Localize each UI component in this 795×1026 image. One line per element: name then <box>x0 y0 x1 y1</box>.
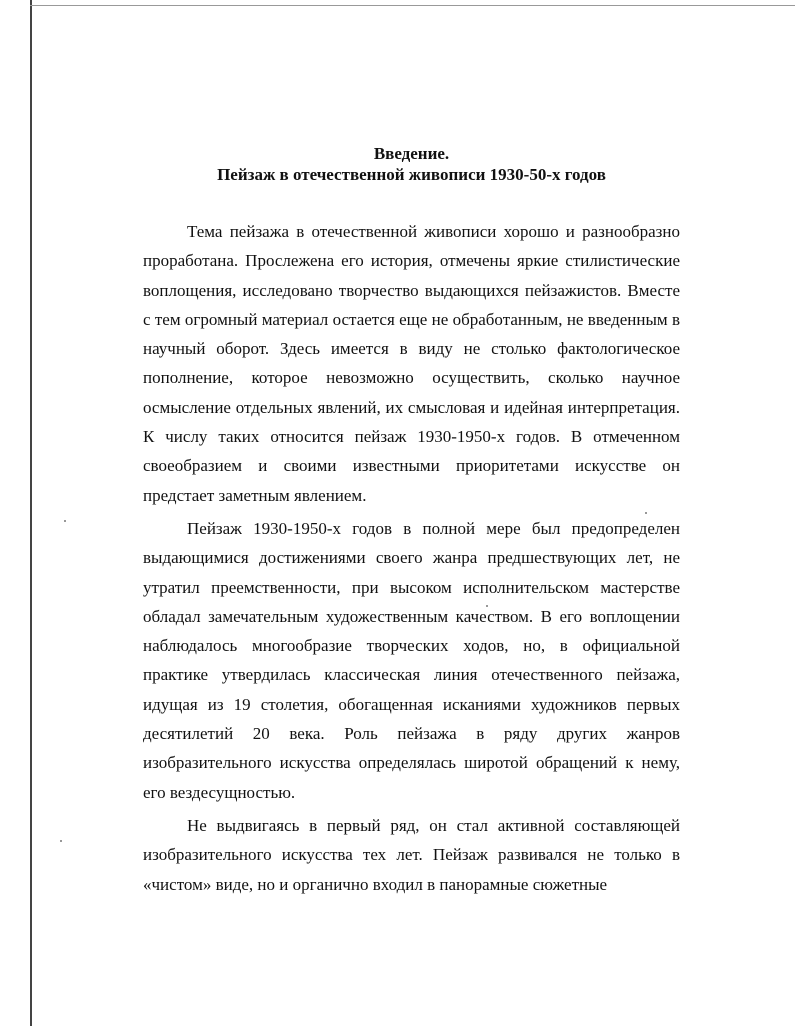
scan-speck <box>64 520 66 522</box>
paragraph-3: Не выдвигаясь в первый ряд, он стал активной составляющей изобразительного искусства тех лет. Пейзаж развивался не только в «чистом» виде, но и органично входил в панорамные сюжетные <box>143 815 680 894</box>
document-subtitle: Пейзаж в отечественной живописи 1930-50-х годов <box>217 165 606 184</box>
scan-page-edge-left <box>30 0 32 1026</box>
scan-speck <box>60 840 62 842</box>
paragraph-1: Тема пейзажа в отечественной живописи хорошо и разнообразно проработана. Прослежена его история, отмечены яркие стилистические воплощения, исследовано творчество выдающихся пейзажистов. Вместе с тем огромный материал остается еще не обработанным, не введенным в научный оборот. Здесь имеется в виду не столько фактологическое пополнение, которое невозможно осуществить, сколько научное осмысление отдельных явлений, их смысловая и идейная интерпретация. К числу таких относится пейзаж 1930-1950-х годов. В отмеченном своеобразием и своими известными приоритетами искусстве он предстает заметным явлением. <box>143 222 680 505</box>
document-body <box>143 143 680 903</box>
paragraph-2: Пейзаж 1930-1950-х годов в полной мере был предопределен выдающимися достижениями своего жанра предшествующих лет, не утратил преемственности, при высоком исполнительском мастерстве обладал замечательным художественным качеством. В его воплощении наблюдалось многообразие творческих ходов, но, в официальной практике утвердилась классическая линия отечественного пейзажа, идущая из 19 столетия, обогащенная исканиями художников первых десятилетий 20 века. Роль пейзажа в ряду других жанров изобразительного искусства определялась широтой обращений к нему, его вездесущностью. <box>143 518 680 802</box>
scan-page-edge-top <box>30 5 795 6</box>
document-title: Введение. <box>373 144 450 163</box>
